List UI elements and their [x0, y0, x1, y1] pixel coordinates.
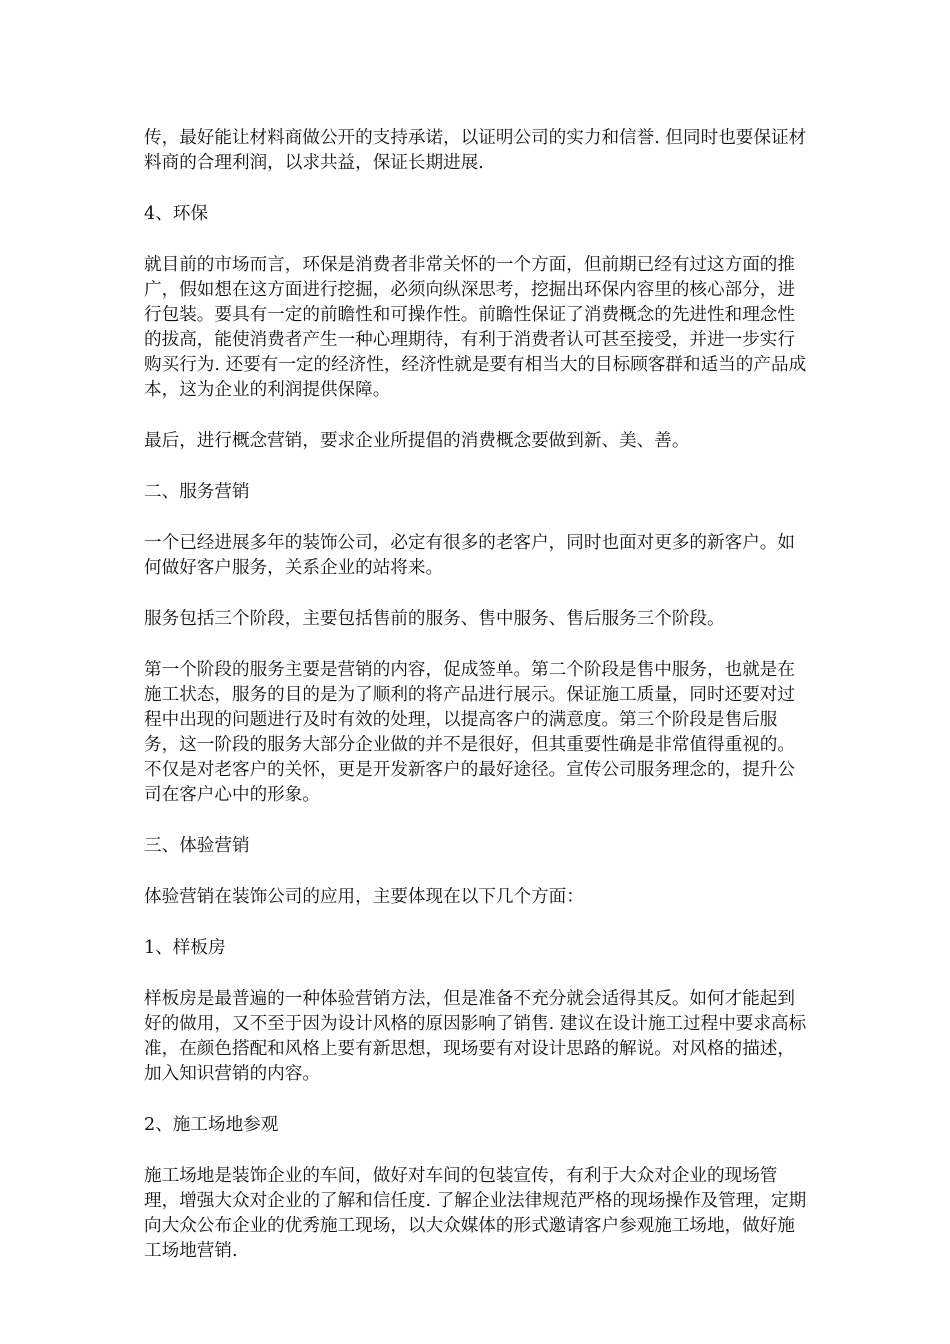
paragraph-model-room: 样板房是最普遍的一种体验营销方法，但是准备不充分就会适得其反。如何才能起到好的做用，又不至于因为设计风格的原因影响了销售. 建议在设计施工过程中要求高标准，在颜色搭配和风格上要有新思想，现场要有对设计思路的解说。对风格的描述，加入知识营销的内容。 — [144, 989, 807, 1084]
heading-environmental: 4、环保 — [144, 204, 208, 224]
paragraph-material-supplier: 传，最好能让材料商做公开的支持承诺，以证明公司的实力和信誉. 但同时也要保证材料商的合理利润，以求共益，保证长期进展. — [144, 128, 807, 173]
paragraph-site-visit: 施工场地是装饰企业的车间，做好对车间的包装宣传，有利于大众对企业的现场管理，增强大众对企业的了解和信任度. 了解企业法律规范严格的现场操作及管理，定期向大众公布企业的优秀施工现场，以大众媒体的形式邀请客户参观施工场地，做好施工场地营销. — [144, 1166, 807, 1261]
heading-service-marketing: 二、服务营销 — [144, 482, 250, 502]
paragraph-environmental: 就目前的市场而言，环保是消费者非常关怀的一个方面，但前期已经有过这方面的推广，假如想在这方面进行挖掘，必须向纵深思考，挖掘出环保内容里的核心部分，进行包装。要具有一定的前瞻性和可操作性。前瞻性保证了消费概念的先进性和理念性的拔高，能使消费者产生一种心理期待，有利于消费者认可甚至接受，并进一步实行购买行为. 还要有一定的经济性，经济性就是要有相当大的目标顾客群和适当的产品成本，这为企业的利润提供保障。 — [144, 255, 807, 400]
paragraph-service-stages: 服务包括三个阶段，主要包括售前的服务、售中服务、售后服务三个阶段。 — [144, 609, 725, 629]
document-body — [144, 126, 808, 1290]
heading-experience-marketing: 三、体验营销 — [144, 836, 250, 856]
paragraph-concept-marketing-summary: 最后，进行概念营销，要求企业所提倡的消费概念要做到新、美、善。 — [144, 431, 690, 451]
paragraph-service-intro: 一个已经进展多年的装饰公司，必定有很多的老客户，同时也面对更多的新客户。如何做好客户服务，关系企业的站将来。 — [144, 533, 795, 578]
heading-model-room: 1、样板房 — [144, 938, 226, 958]
paragraph-experience-intro: 体验营销在装饰公司的应用，主要体现在以下几个方面： — [144, 887, 584, 907]
paragraph-service-details: 第一个阶段的服务主要是营销的内容，促成签单。第二个阶段是售中服务，也就是在施工状态，服务的目的是为了顺利的将产品进行展示。保证施工质量，同时还要对过程中出现的问题进行及时有效的处理，以提高客户的满意度。第三个阶段是售后服务，这一阶段的服务大部分企业做的并不是很好，但其重要性确是非常值得重视的。不仅是对老客户的关怀，更是开发新客户的最好途径。宣传公司服务理念的，提升公司在客户心中的形象。 — [144, 660, 795, 805]
heading-site-visit: 2、施工场地参观 — [144, 1115, 279, 1135]
